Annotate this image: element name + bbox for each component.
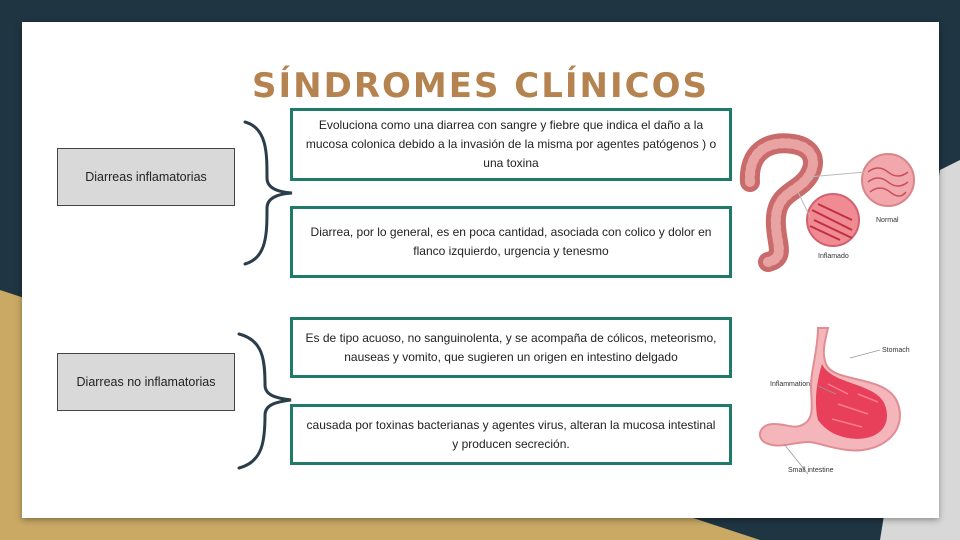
label-inflamado: Inflamado xyxy=(818,253,849,260)
description-box: causada por toxinas bacterianas y agentes virus, alteran la mucosa intestinal y producen secreción. xyxy=(290,404,732,465)
description-box: Es de tipo acuoso, no sanguinolenta, y se acompaña de cólicos, meteorismo, nauseas y vomito, que sugieren un origen en intestino delgado xyxy=(290,317,732,378)
slide-title: SÍNDROMES CLÍNICOS xyxy=(252,66,709,106)
label-normal: Normal xyxy=(876,217,899,224)
inflamed-colon-illustration xyxy=(738,122,928,272)
brace-icon xyxy=(237,118,297,268)
description-box: Evoluciona como una diarrea con sangre y fiebre que indica el daño a la mucosa colonica debido a la invasión de la misma por agentes patógenos ) o una toxina xyxy=(290,108,732,181)
slide xyxy=(22,22,939,518)
label-diarreas-no-inflamatorias: Diarreas no inflamatorias xyxy=(57,353,235,411)
label-small-intestine: Small intestine xyxy=(788,467,834,474)
brace-icon xyxy=(233,330,295,470)
label-diarreas-inflamatorias: Diarreas inflamatorias xyxy=(57,148,235,206)
label-stomach: Stomach xyxy=(882,347,910,354)
description-box: Diarrea, por lo general, es en poca cantidad, asociada con colico y dolor en flanco izquierdo, urgencia y tenesmo xyxy=(290,206,732,278)
label-inflammation: Inflammation xyxy=(770,381,811,388)
inflamed-stomach-illustration xyxy=(748,324,928,474)
